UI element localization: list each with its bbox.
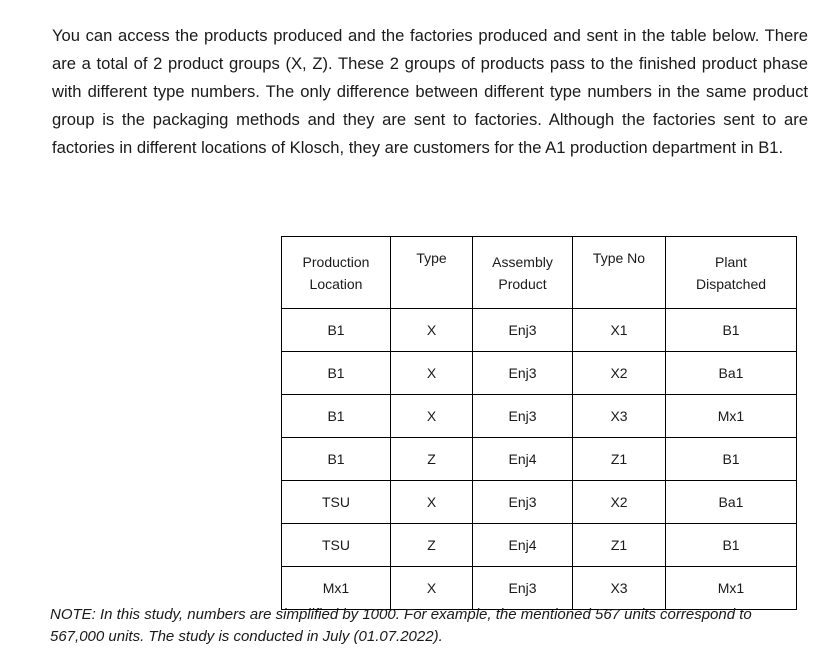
- header-type: Type: [391, 237, 473, 309]
- table-cell: Enj3: [473, 352, 573, 395]
- table-cell: X: [391, 352, 473, 395]
- table-cell: Enj4: [473, 438, 573, 481]
- table-cell: Z: [391, 524, 473, 567]
- table-cell: B1: [282, 309, 391, 352]
- table-cell: X3: [573, 567, 666, 610]
- table-cell: Ba1: [666, 481, 797, 524]
- table-cell: B1: [666, 438, 797, 481]
- table-cell: Mx1: [666, 395, 797, 438]
- table-cell: Z1: [573, 524, 666, 567]
- table-cell: X: [391, 395, 473, 438]
- table-cell: Mx1: [282, 567, 391, 610]
- table-cell: Enj4: [473, 524, 573, 567]
- table-row: [282, 352, 797, 395]
- table-cell: TSU: [282, 481, 391, 524]
- header-assembly-product: Assembly Product: [473, 237, 573, 309]
- table-cell: Ba1: [666, 352, 797, 395]
- table-cell: Z1: [573, 438, 666, 481]
- table-row: [282, 438, 797, 481]
- table-cell: X1: [573, 309, 666, 352]
- table-cell: X: [391, 567, 473, 610]
- header-plant-dispatched: Plant Dispatched: [666, 237, 797, 309]
- table-row: [282, 309, 797, 352]
- table-cell: B1: [282, 438, 391, 481]
- table-cell: B1: [666, 309, 797, 352]
- table-row: [282, 395, 797, 438]
- table-cell: Enj3: [473, 395, 573, 438]
- table-cell: Enj3: [473, 309, 573, 352]
- header-production-location: Production Location: [282, 237, 391, 309]
- table-cell: B1: [282, 352, 391, 395]
- table-cell: X: [391, 481, 473, 524]
- table-cell: Mx1: [666, 567, 797, 610]
- table-cell: B1: [282, 395, 391, 438]
- table-cell: X2: [573, 481, 666, 524]
- table-cell: Enj3: [473, 567, 573, 610]
- table-row: [282, 524, 797, 567]
- table-row: [282, 481, 797, 524]
- table-cell: TSU: [282, 524, 391, 567]
- table-cell: Z: [391, 438, 473, 481]
- table-header-row: [282, 237, 797, 309]
- table-cell: X: [391, 309, 473, 352]
- products-table: [281, 236, 797, 610]
- table-cell: B1: [666, 524, 797, 567]
- header-type-no: Type No: [573, 237, 666, 309]
- table-cell: X2: [573, 352, 666, 395]
- intro-paragraph: You can access the products produced and the factories produced and sent in the table below. There are a total of 2 product groups (X, Z). These 2 groups of products pass to the finished product phase with different type numbers. The only difference between different type numbers in the same product group is the packaging methods and they are sent to factories. Although the factories sent to are factories in different locations of Klosch, they are customers for the A1 production department in B1.: [52, 26, 808, 157]
- table-cell: X3: [573, 395, 666, 438]
- table-cell: Enj3: [473, 481, 573, 524]
- note-paragraph: NOTE: In this study, numbers are simplified by 1000. For example, the mentioned 567 units correspond to 567,000 units. The study is conducted in July (01.07.2022).: [50, 606, 752, 645]
